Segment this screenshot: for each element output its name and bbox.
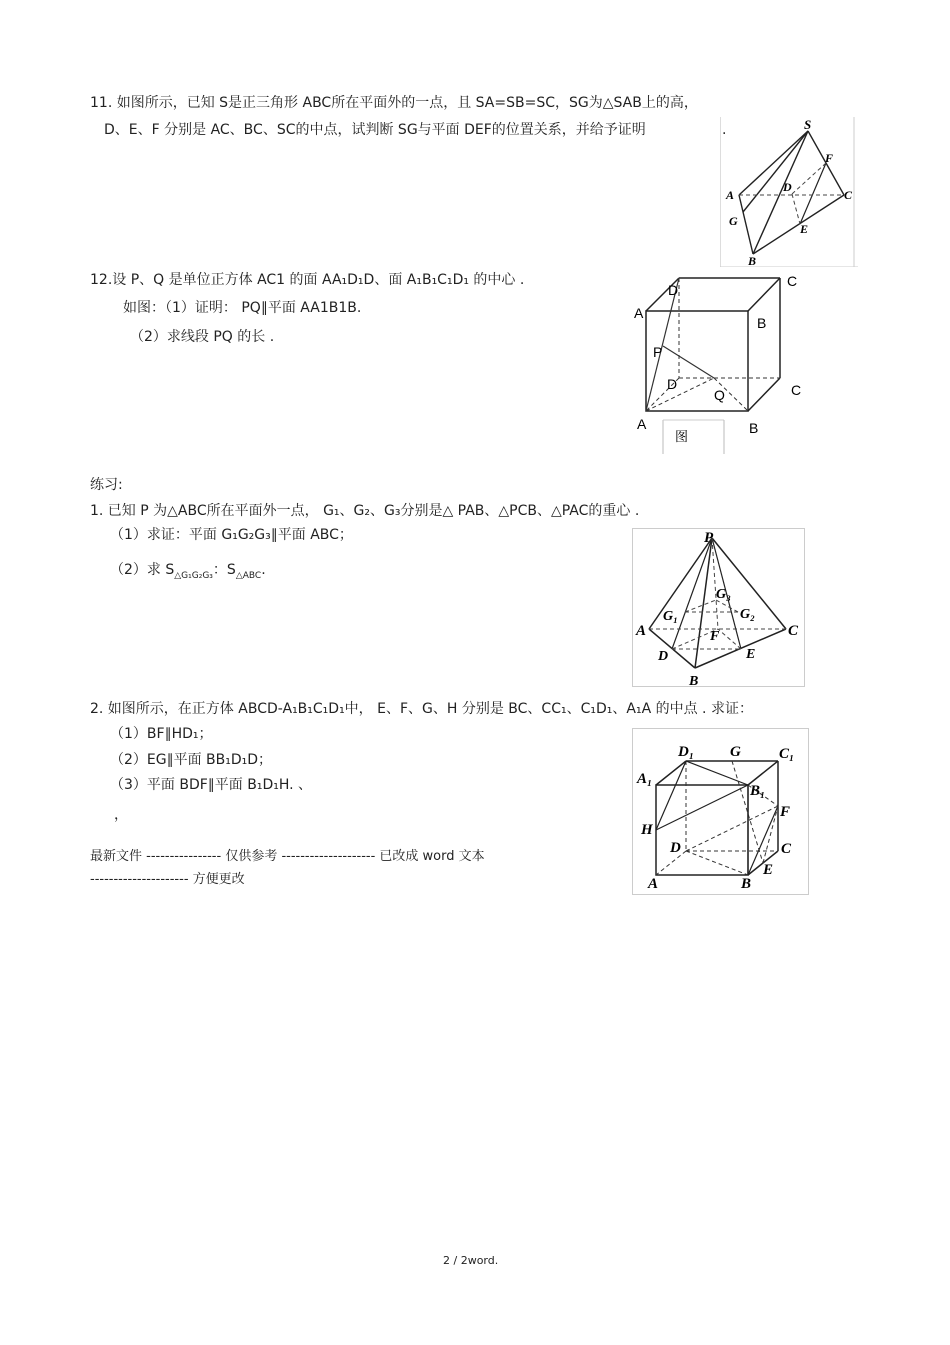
label-G3: G₃ bbox=[716, 587, 731, 602]
edge-CB bbox=[748, 378, 780, 411]
q1-line3-sub1: △G₁G₂G₃ bbox=[174, 570, 213, 581]
line-PD bbox=[672, 538, 712, 649]
label-F: F bbox=[825, 151, 834, 165]
label-E: E bbox=[800, 222, 809, 236]
footer-line2: --------------------- 方便更改 bbox=[90, 872, 245, 887]
figure-caption: 图 bbox=[675, 429, 689, 444]
line-DB bbox=[686, 851, 748, 875]
cube-front-face bbox=[646, 311, 748, 411]
label-S: S bbox=[804, 117, 812, 132]
label-B: B bbox=[748, 254, 757, 267]
label-E: E bbox=[763, 862, 774, 878]
label-C: C bbox=[781, 841, 792, 857]
label-G: G bbox=[729, 214, 738, 228]
label-F: F bbox=[710, 629, 720, 644]
problem12-line3: （2）求线段 PQ 的长 . bbox=[130, 329, 275, 345]
label-A: A bbox=[636, 623, 647, 639]
label-P: P bbox=[653, 344, 663, 360]
line-DF bbox=[686, 806, 778, 851]
q1-line3-mid: ：S bbox=[212, 562, 236, 578]
segment-PQ bbox=[663, 346, 714, 378]
edge-SA bbox=[739, 131, 808, 195]
q1-line3-sub2: △ABC bbox=[235, 570, 262, 581]
practice-q2-line5: ， bbox=[114, 807, 128, 823]
label-C1: C₁ bbox=[779, 746, 795, 762]
label-G2: G₂ bbox=[740, 607, 755, 622]
label-G: G bbox=[730, 744, 741, 760]
q1-line3-suffix: . bbox=[261, 562, 266, 578]
edge-C1B1 bbox=[748, 761, 778, 785]
label-B: B bbox=[689, 674, 699, 688]
label-A: A bbox=[637, 416, 647, 432]
line-G1G3 bbox=[685, 600, 716, 612]
label-D1: D bbox=[668, 282, 679, 298]
practice-q2-line4: （3）平面 BDF∥平面 B₁D₁H. 、 bbox=[110, 777, 313, 793]
practice-q1-line3 bbox=[110, 561, 266, 585]
segment-AQ bbox=[646, 378, 714, 411]
label-C: C bbox=[788, 623, 799, 639]
label-A: A bbox=[726, 188, 735, 202]
practice-q2-cube-figure bbox=[632, 728, 812, 896]
label-D1: D₁ bbox=[678, 744, 695, 760]
edge-AB bbox=[739, 195, 753, 254]
practice-q2-line1: 2. 如图所示，在正方体 ABCD-A₁B₁C₁D₁中， E、F、G、H 分别是 BC、CC₁、C₁D₁、A₁A 的中点 . 求证： bbox=[90, 701, 753, 717]
problem11-trailing: . bbox=[722, 122, 727, 138]
label-C1: C bbox=[787, 273, 798, 289]
problem11-figure bbox=[720, 117, 858, 267]
label-B1: B bbox=[757, 315, 767, 331]
problem12-line2: 如图：（1）证明： PQ∥平面 AA1B1B. bbox=[123, 300, 362, 316]
page-number: 2 / 2word. bbox=[443, 1254, 499, 1267]
problem11-line2: D、E、F 分别是 AC、BC、SC的中点，试判断 SG与平面 DEF的位置关系，并给予证明 bbox=[104, 122, 646, 138]
label-D: D bbox=[670, 840, 681, 856]
label-C: C bbox=[791, 382, 802, 398]
label-D: D bbox=[658, 649, 669, 664]
label-B: B bbox=[749, 420, 759, 436]
label-D: D bbox=[667, 376, 678, 392]
footer-line1: 最新文件 ---------------- 仅供参考 -------------------- 已改成 word 文本 bbox=[90, 849, 485, 864]
label-Q: Q bbox=[714, 387, 725, 403]
label-A1: A bbox=[634, 305, 644, 321]
label-P: P bbox=[704, 530, 714, 546]
edge-A1D1 bbox=[656, 761, 686, 785]
problem11-line1: 11. 如图所示，已知 S是正三角形 ABC所在平面外的一点，且 SA=SB=SC，SG为△SAB上的高， bbox=[90, 95, 698, 111]
practice-q2-line3: （2）EG∥平面 BB₁D₁D； bbox=[110, 752, 273, 768]
line-HB1 bbox=[656, 785, 748, 830]
edge-C1B1 bbox=[748, 278, 780, 311]
practice-q1-line1: 1. 已知 P 为△ABC所在平面外一点， G₁、G₂、G₃分别是△ PAB、△PCB、△PAC的重心 . bbox=[90, 503, 640, 519]
edge-SG bbox=[743, 131, 808, 212]
label-F: F bbox=[780, 804, 791, 820]
label-H: H bbox=[641, 822, 653, 838]
problem12-cube-figure bbox=[628, 268, 818, 454]
q1-line3-prefix: （2）求 S bbox=[110, 562, 175, 578]
label-A1: A₁ bbox=[637, 771, 653, 787]
problem12-line1: 12.设 P、Q 是单位正方体 AC1 的面 AA₁D₁D、面 A₁B₁C₁D₁ 的中心 . bbox=[90, 272, 525, 288]
practice-heading: 练习: bbox=[90, 477, 123, 493]
line-HD1 bbox=[656, 761, 686, 830]
label-A: A bbox=[648, 876, 659, 892]
edge-DE bbox=[792, 194, 800, 224]
label-C: C bbox=[844, 188, 853, 202]
label-B: B bbox=[741, 876, 752, 892]
edge-FD bbox=[792, 163, 826, 194]
practice-q1-figure bbox=[632, 528, 808, 688]
practice-q1-line2: （1）求证：平面 G₁G₂G₃∥平面 ABC； bbox=[110, 527, 353, 543]
practice-q2-line2: （1）BF∥HD₁； bbox=[110, 726, 213, 742]
label-D: D bbox=[783, 180, 792, 194]
label-G1: G₁ bbox=[663, 609, 678, 624]
line-EF bbox=[718, 629, 741, 649]
label-B1: B₁ bbox=[750, 783, 766, 799]
label-E: E bbox=[746, 647, 756, 662]
